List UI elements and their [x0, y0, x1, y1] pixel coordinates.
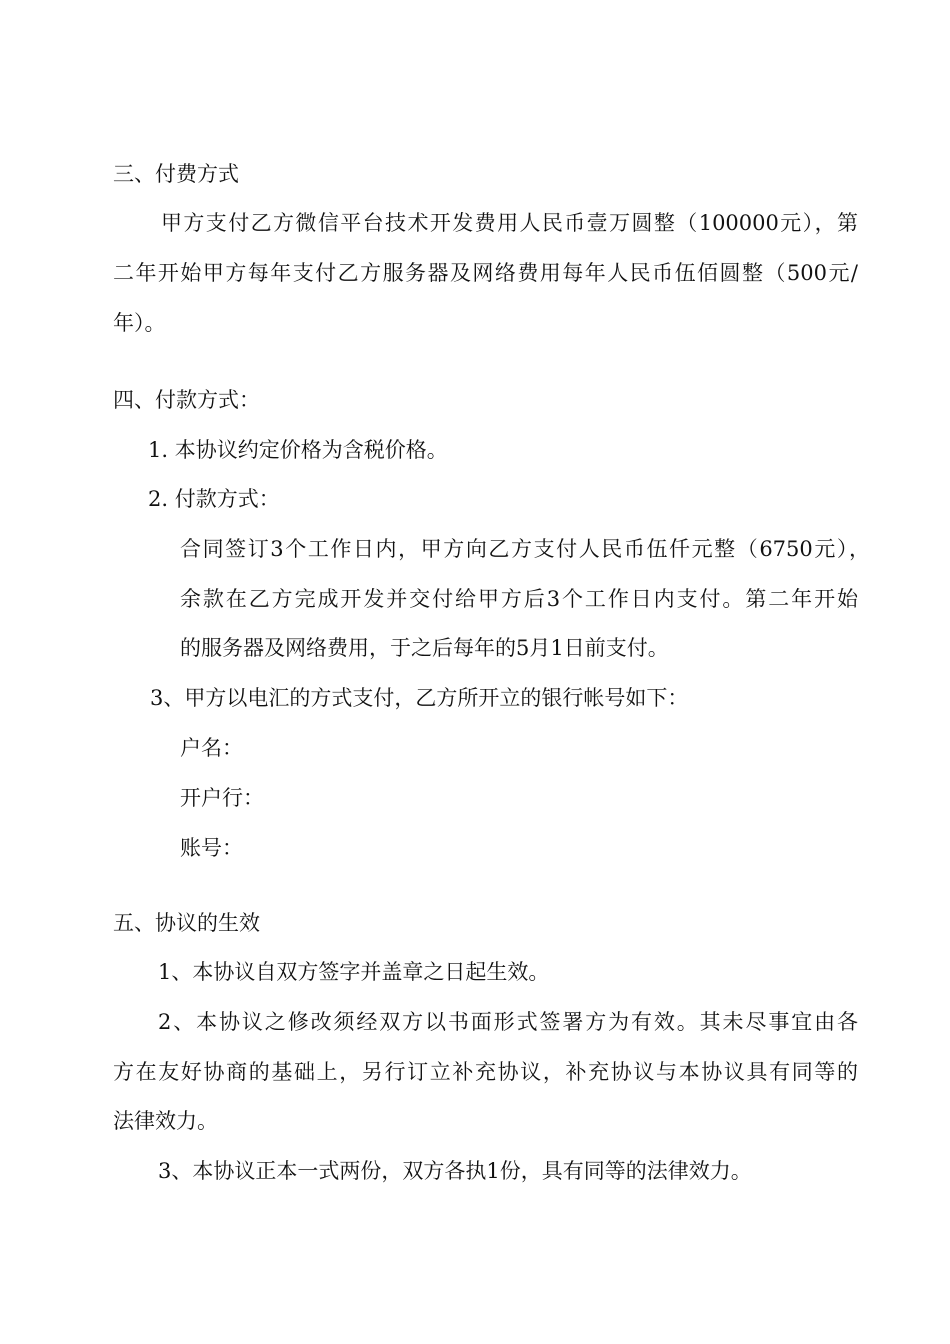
account-number-label: 账号： — [180, 836, 243, 860]
section4-heading: 四、付款方式： — [113, 388, 260, 412]
section5-item-2-line: 法律效力。 — [113, 1109, 218, 1133]
account-name-label: 户名： — [180, 736, 243, 760]
section4-item-2-text: 余款在乙方完成开发并交付给甲方后3个工作日内支付。第二年开始 — [180, 587, 858, 611]
section5-item-2-line: 2、本协议之修改须经双方以书面形式签署方为有效。其未尽事宜由各 — [158, 1010, 858, 1034]
section4-item-2: 2. 付款方式： — [148, 487, 280, 511]
section5-item-2-line: 方在友好协商的基础上，另行订立补充协议，补充协议与本协议具有同等的 — [113, 1060, 858, 1084]
section3-paragraph-line: 甲方支付乙方微信平台技术开发费用人民币壹万圆整（100000元），第 — [161, 211, 858, 235]
section5-heading: 五、协议的生效 — [113, 911, 260, 935]
section3-heading: 三、付费方式 — [113, 162, 239, 186]
bank-label: 开户行： — [180, 786, 264, 810]
section4-item-1: 1. 本协议约定价格为含税价格。 — [148, 438, 448, 462]
section5-item-3: 3、本协议正本一式两份，双方各执1份，具有同等的法律效力。 — [158, 1159, 752, 1183]
section4-item-2-text: 的服务器及网络费用，于之后每年的5月1日前支付。 — [180, 636, 669, 660]
section4-item-2-text: 合同签订3个工作日内，甲方向乙方支付人民币伍仟元整（6750元）， — [180, 537, 870, 561]
section5-item-1: 1、本协议自双方签字并盖章之日起生效。 — [158, 960, 550, 984]
section3-paragraph-line: 二年开始甲方每年支付乙方服务器及网络费用每年人民币伍佰圆整（500元/ — [113, 261, 858, 285]
section4-item-3: 3、甲方以电汇的方式支付，乙方所开立的银行帐号如下： — [150, 686, 689, 710]
section3-paragraph-line: 年）。 — [113, 311, 166, 335]
